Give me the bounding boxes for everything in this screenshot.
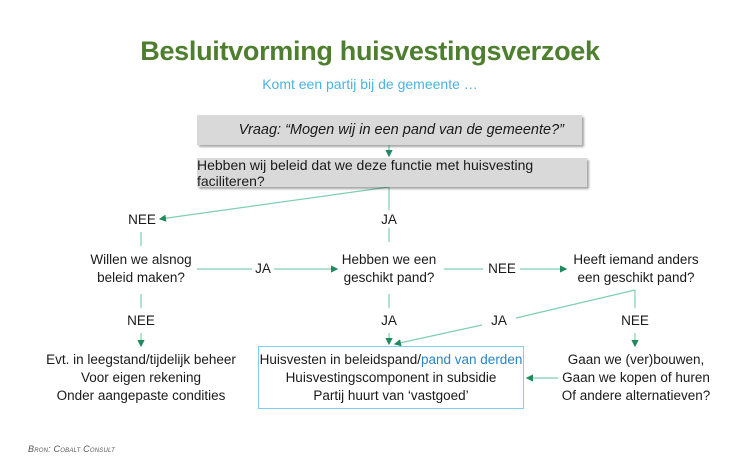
label-make-policy-no: NEE xyxy=(127,313,155,328)
page-subtitle: Komt een partij bij de gemeente … xyxy=(262,76,478,92)
result-box xyxy=(258,346,524,409)
label-other-property-no: NEE xyxy=(621,313,649,328)
result-line-3: Partij huurt van ‘vastgoed’ xyxy=(313,387,469,403)
label-policy-no: NEE xyxy=(128,212,156,227)
page-title: Besluitvorming huisvestingsverzoek xyxy=(140,36,600,66)
policy-question-box: Hebben wij beleid dat we deze functie met huisvesting faciliteren? xyxy=(197,158,587,187)
label-other-property-yes: JA xyxy=(491,313,507,328)
node-alternatives: Gaan we (ver)bouwen, Gaan we kopen of huren Of andere alternatieven? xyxy=(561,352,711,403)
label-policy-yes: JA xyxy=(381,212,397,227)
node-temporary-use: Evt. in leegstand/tijdelijk beheer Voor eigen rekening Onder aangepaste condities xyxy=(46,352,236,403)
label-make-policy-yes: JA xyxy=(255,261,271,276)
node-make-policy: Willen we alsnog beleid maken? xyxy=(90,252,192,285)
node-own-property: Hebben we een geschikt pand? xyxy=(341,252,437,285)
result-line-1: Huisvesten in beleidspand/pand van derden xyxy=(259,351,523,367)
source-credit: Bron: Cobalt Consult xyxy=(28,444,115,454)
node-other-property: Heeft iemand anders een geschikt pand? xyxy=(573,252,699,285)
result-line-2: Huisvestingscomponent in subsidie xyxy=(285,369,497,385)
label-own-property-no: NEE xyxy=(488,261,516,276)
initial-question-box: Vraag: “Mogen wij in een pand van de gemeente?” xyxy=(197,115,582,145)
highlight-third-party: pand van derden xyxy=(421,351,523,367)
label-own-property-yes: JA xyxy=(381,313,397,328)
